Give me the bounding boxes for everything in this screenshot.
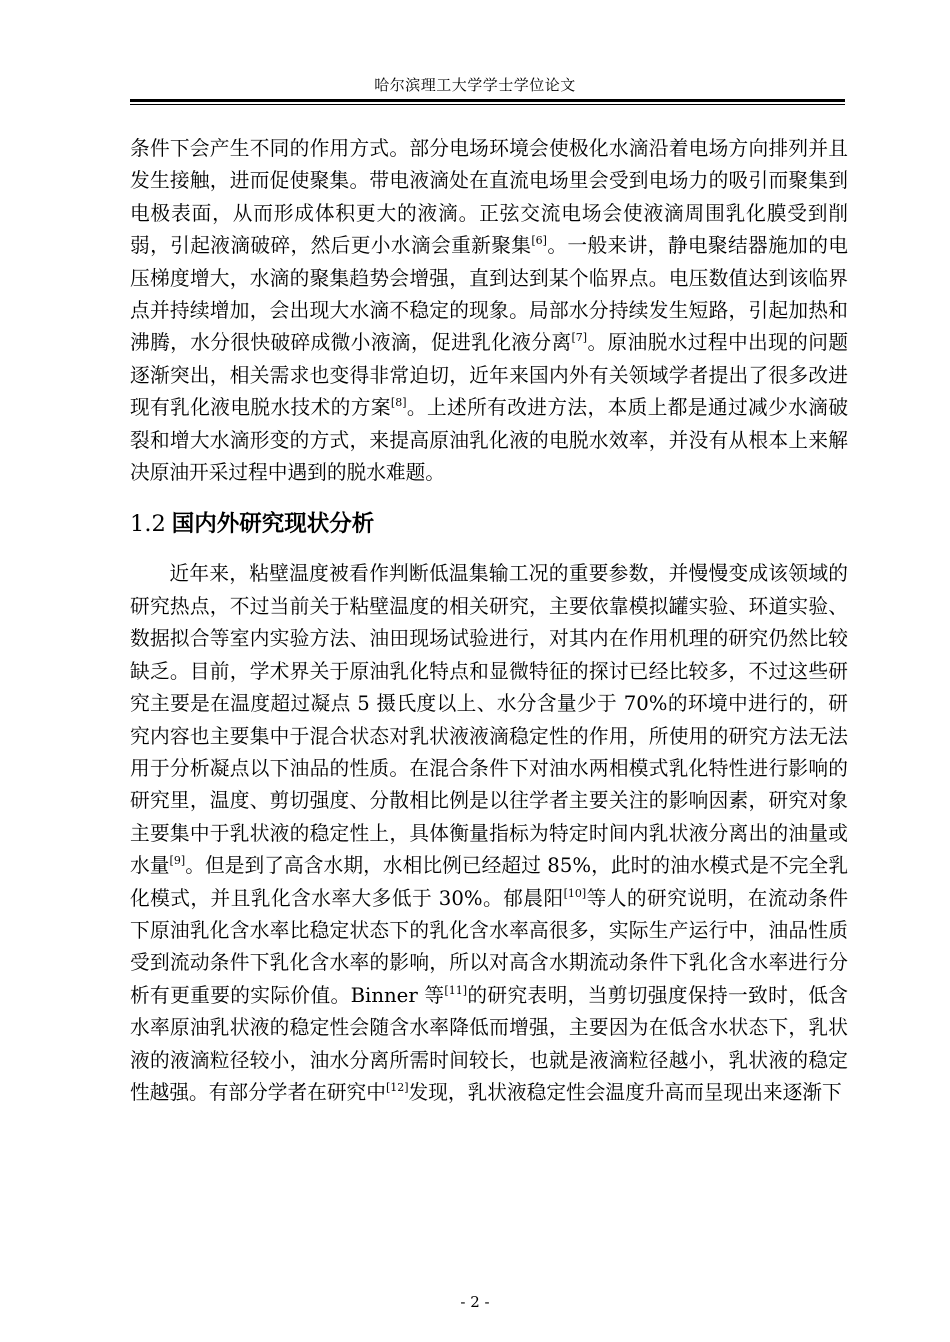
citation-ref: [6] [531, 234, 547, 248]
text-run: 。一般来讲，静电聚结器施加的电压梯度增大，水滴的聚集趋势会增强，直到达到某个临界点。电压数值达到该临界点并持续增加，会出现大水滴不稳定的现象。局部水分持续发生短路，引起加热和沸腾，水分很快破碎成微小液滴，促进乳化液分离 [130, 234, 848, 355]
citation-ref: [11] [444, 983, 468, 997]
text-run: 。上述所有改进方法，本质上都是通过减少水滴破裂和增大水滴形变的方式，来提高原油乳化液的电脱水效率，并没有从根本上来解决原油开采过程中遇到的脱水难题。 [130, 396, 849, 485]
text-run: 。但是到了高含水期，水相比例已经超过 85%，此时的油水模式是不完全乳化模式，并且乳化含水率大多低于 30%。郁晨阳 [130, 854, 848, 910]
text-run: 。原油脱水过程中出现的问题逐渐突出，相关需求也变得非常迫切，近年来国内外有关领域学者提出了很多改进现有乳化液电脱水技术的方案 [130, 331, 849, 420]
citation-ref: [8] [390, 396, 407, 410]
text-run: 发现，乳状液稳定性会温度升高而呈现出来逐渐下 [408, 1080, 842, 1104]
header-rule-thick [130, 99, 845, 102]
header-rule-thin [130, 104, 845, 105]
text-run: 近年来，粘壁温度被看作判断低温集输工况的重要参数，并慢慢变成该领域的研究热点，不过当前关于粘壁温度的相关研究，主要依靠模拟罐实验、环道实验、数据拟合等室内实验方法、油田现场试验进行，对其内在作用机理的研究仍然比较缺乏。目前，学术界关于原油乳化特点和显微特征的探讨已经比较多，不过这些研究主要是在温度超过凝点 5 摄氏度以上、水分含量少于 70%的环境中进行的，研究内容也主要集中于混合状态对乳状液液滴稳定性的作用，所使用的研究方法无法用于分析凝点以下油品的性质。在混合条件下对油水两相模式乳化特性进行影响的研究里，温度、剪切强度、分散相比例是以往学者主要关注的影响因素，研究对象主要集中于乳状液的稳定性上，具体衡量指标为特定时间内乳状液分离出的油量或水量 [130, 562, 848, 878]
citation-ref: [9] [169, 854, 186, 868]
section-number: 1.2 [130, 511, 166, 538]
page-number: - 2 - [460, 1293, 490, 1311]
text-run: 条件下会产生不同的作用方式。部分电场环境会使极化水滴沿着电场方向排列并且发生接触，进而促使聚集。带电液滴处在直流电场里会受到电场力的吸引而聚集到电极表面，从而形成体积更大的液滴。正弦交流电场会使液滴周围乳化膜受到削弱，引起液滴破碎，然后更小水滴会重新聚集 [130, 137, 848, 258]
paragraph-research-status [130, 558, 848, 1109]
running-header: 哈尔滨理工大学学士学位论文 [374, 76, 576, 94]
paragraph-continued [130, 133, 848, 489]
text-run: 等人的研究说明，在流动条件下原油乳化含水率比稳定状态下的乳化含水率高很多，实际生产运行中，油品性质受到流动条件下乳化含水率的影响，所以对高含水期流动条件下乳化含水率进行分析有更重要的实际价值。Binner 等 [130, 886, 849, 1007]
section-heading [130, 507, 848, 541]
section-title: 国内外研究现状分析 [171, 511, 375, 538]
page-body [130, 133, 848, 1109]
citation-ref: [12] [385, 1080, 409, 1094]
citation-ref: [10] [563, 886, 587, 900]
citation-ref: [7] [571, 331, 588, 345]
text-run: 的研究表明，当剪切强度保持一致时，低含水率原油乳状液的稳定性会随含水率降低而增强，主要因为在低含水状态下，乳状液的液滴粒径较小，油水分离所需时间较长，也就是液滴粒径越小，乳状液的稳定性越强。有部分学者在研究中 [130, 983, 848, 1104]
